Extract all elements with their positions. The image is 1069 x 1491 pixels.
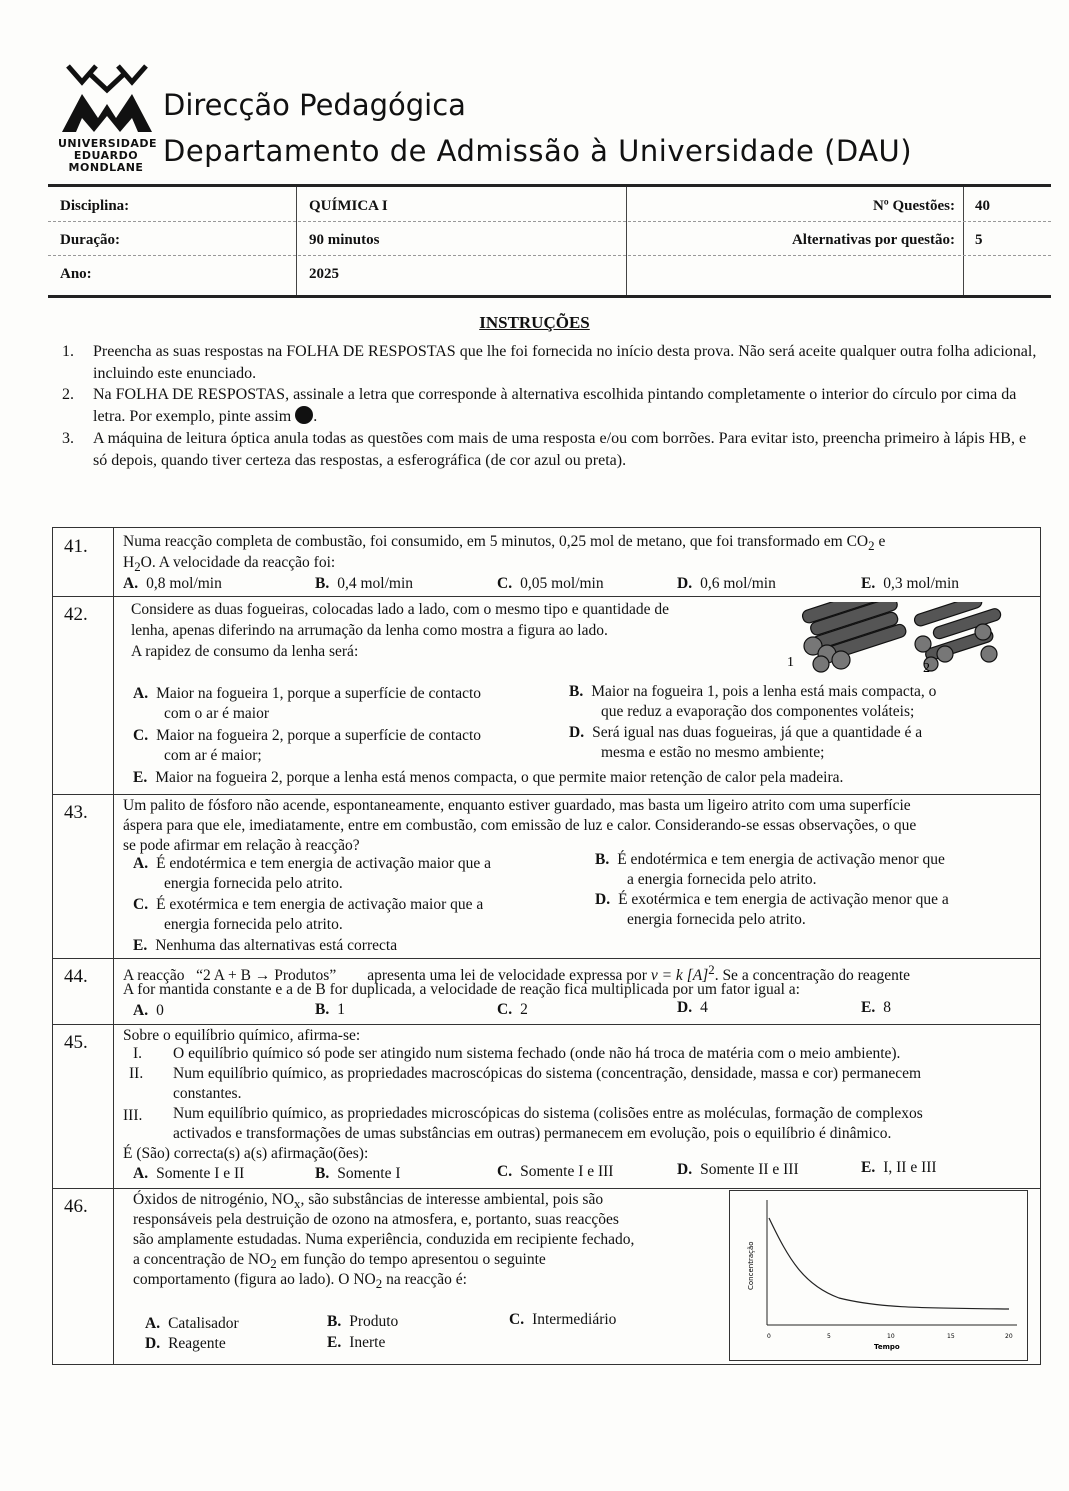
header-title: Direcção Pedagógica [163,88,466,122]
svg-text:10: 10 [887,1333,895,1340]
header-subtitle: Departamento de Admissão à Universidade (DAU) [163,134,913,168]
question-45-stem: Sobre o equilíbrio químico, afirma-se: [123,1027,361,1044]
question-46-stem: Óxidos de nitrogénio, $NO_x$, são substâncias de interesse ambiental, pois são [133,1191,604,1212]
option-e: E. Maior na fogueira 2, porque a lenha está menos compacta, o que permite maior retenção de calor pela madeira. [133,769,844,786]
disciplina-label: Disciplina: [60,198,130,214]
questions-table [52,527,1041,1365]
svg-text:2: 2 [923,661,930,674]
statement-iii: III. [123,1107,143,1124]
alternativas-label: Alternativas por questão: [791,232,955,248]
instruction-item: 1. Preencha as suas respostas na FOLHA DE RESPOSTAS que lhe foi fornecida no início desta prova. Não será aceite qualquer outra folha adicional, incluindo este enunciado. [62,343,1037,382]
instructions-title: INSTRUÇÕES [479,313,590,332]
instruction-item: 3. A máquina de leitura óptica anula todas as questões com mais de uma resposta e/ou com borrões. Para evitar isto, preencha primeiro à lápis HB, e só depois, quando tiver certeza das respostas, a esferográfica (de cor azul ou preta). [62,430,1027,469]
question-41-stem: Numa reacção completa de combustão, foi consumido, em 5 minutos, 0,25 mol de metano, que foi transformado em $CO_2$ e [123,533,886,554]
questoes-value: 40 [975,198,990,214]
svg-text:5: 5 [827,1333,831,1340]
statement-ii: II. [129,1065,144,1082]
option-c: C. É exotérmica e tem energia de activação maior que a [133,896,484,913]
duracao-value: 90 minutos [309,232,380,248]
option-d: D. Será igual nas duas fogueiras, já que a quantidade é a [569,724,923,741]
option-e: E. I, II e III [861,1159,937,1176]
graph-xlabel: Tempo [874,1343,900,1351]
option-d: D. Somente II e III [677,1161,799,1178]
option-d: D. 0,6 mol/min [677,575,776,592]
option-a: A. É endotérmica e tem energia de activação maior que a [133,855,492,872]
svg-text:15: 15 [947,1333,955,1340]
svg-text:20: 20 [1005,1333,1013,1340]
option-e: E. 8 [861,999,891,1016]
option-e: E. Nenhuma das alternativas está correcta [133,937,398,954]
option-c: C. 2 [497,1001,528,1018]
questoes-label: Nº Questões: [872,198,955,214]
question-44: 44. A reacção “2 A + B → Produtos” apresenta uma lei de velocidade expressa por v = k $[A]^2$. Se a concentração do reagente A for mantida constante e a de B for duplicada, a velocidade de reação fica multiplicada por um fator igual a: A. 0 B. 1 C. 2 D. 4 E. 8 [53,958,1040,1025]
option-a: A. Somente I e II [133,1165,245,1182]
question-45: 45. Sobre o equilíbrio químico, afirma-se: I. O equilíbrio químico só pode ser atingido num sistema fechado (onde não há troca de matéria com o meio ambiente). II. Num equilíbrio químico, as propriedades macroscópicas do sistema (concentração, densidade, massa e cor) permanecem constantes. III. Num equilíbrio químico, as propriedades microscópicas do sistema (colisões entre as moléculas, formação de complexos activados e transformações de umas substâncias em outras) permanecem em evolução, pois o equilíbrio é dinâmico. É (São) correcta(s) a(s) afirmação(ões): A. Somente I e II B. Somente I C. Somente I e III D. Somente II e III E. I, II e III [53,1024,1040,1189]
option-b: B. Produto [327,1313,399,1330]
question-42: 42. Considere as duas fogueiras, colocadas lado a lado, com o mesmo tipo e quantidade de lenha, apenas diferindo na arrumação da lenha como mostra a figura ao lado. A rapidez de consumo da lenha será: 1 2 A. Maior na fogueira 1, porque a superfície de contacto com o ar é maior B. Maior na fogueira 1, pois a lenha está mais compacta, o que reduz a evaporação dos componentes voláteis; C. Maior na fogueira 2, porque a superfície de contacto com ar é maior; D. Será igual nas duas fogueiras, já que a quantidade é a mesma e estão no mesmo ambiente; E. Maior na fogueira 2, porque a lenha está menos compacta, o que permite maior retenção de calor pela madeira. [53,596,1040,795]
statement-i: I. [133,1045,143,1062]
question-44-stem: A reacção “2 A + B → Produtos” apresenta uma lei de velocidade expressa por v = k $[A]^2$. Se a concentração do reagente [123,962,911,985]
graph-ylabel: Concentração [747,1241,755,1290]
filled-circle-icon [295,406,313,424]
option-d: D. É exotérmica e tem energia de activação menor que a [595,891,949,908]
option-b: B. 1 [315,1001,345,1018]
question-43-stem: Um palito de fósforo não acende, espontaneamente, enquanto estiver guardado, mas basta um ligeiro atrito com uma superfície [123,797,911,814]
svg-text:0: 0 [767,1333,771,1340]
instruction-item: 2. Na FOLHA DE RESPOSTAS, assinale a letra que corresponde à alternativa escolhida pintando completamente o interior do círculo por cima da letra. Por exemplo, pinte assim . [62,386,1017,425]
ano-label: Ano: [60,266,92,282]
option-a: A. Catalisador [145,1315,239,1332]
option-b: B. Somente I [315,1165,401,1182]
option-e: E. Inerte [327,1334,386,1351]
option-d: D. Reagente [145,1335,226,1352]
option-b: B. É endotérmica e tem energia de activação menor que [595,851,945,868]
option-d: D. 4 [677,999,708,1016]
option-b: B. 0,4 mol/min [315,575,414,592]
disciplina-value: QUÍMICA I [309,198,388,214]
question-43: 43. Um palito de fósforo não acende, espontaneamente, enquanto estiver guardado, mas basta um ligeiro atrito com uma superfície áspera para que ele, imediatamente, entre em combustão, com emissão de luz e calor. Considerando-se essas observações, o que se pode afirmar em relação à reacção? A. É endotérmica e tem energia de activação maior que a energia fornecida pelo atrito. B. É endotérmica e tem energia de activação menor que a energia fornecida pelo atrito. C. É exotérmica e tem energia de activação maior que a energia fornecida pelo atrito. D. É exotérmica e tem energia de activação menor que a energia fornecida pelo atrito. E. Nenhuma das alternativas está correcta [53,794,1040,959]
ano-value: 2025 [309,266,339,282]
no2-concentration-graph [729,1190,1029,1362]
option-c: C. 0,05 mol/min [497,575,604,592]
option-c: C. Somente I e III [497,1163,614,1180]
option-c: C. Maior na fogueira 2, porque a superfície de contacto [133,727,482,744]
option-a: A. 0 [133,1002,164,1019]
option-a: A. Maior na fogueira 1, porque a superfície de contacto [133,685,482,702]
university-name: UNIVERSIDADE EDUARDO MONDLANE [58,137,158,174]
question-46: 46. Óxidos de nitrogénio, $NO_x$, são substâncias de interesse ambiental, pois são responsáveis pela destruição de ozono na atmosfera, e, portanto, suas reacções são amplamente estudadas. Numa experiência, conduzida em recipiente fechado, a concentração de $NO_2$ em função do tempo apresentou o seguinte comportamento (figura ao lado). O $NO_2$ na reacção é: A. Catalisador B. Produto C. Intermediário D. Reagente E. Inerte Concentração Tempo 0 5 10 15 20 [53,1188,1040,1364]
question-41: 41. Numa reacção completa de combustão, foi consumido, em 5 minutos, 0,25 mol de metano, que foi transformado em $CO_2$ e $H_2O$. A velocidade da reacção foi: A. 0,8 mol/min B. 0,4 mol/min C. 0,05 mol/min D. 0,6 mol/min E. 0,3 mol/min [53,528,1040,597]
option-a: A. 0,8 mol/min [123,575,222,592]
option-e: E. 0,3 mol/min [861,575,960,592]
alternativas-value: 5 [975,232,983,248]
question-42-stem: Considere as duas fogueiras, colocadas lado a lado, com o mesmo tipo e quantidade de [131,601,670,618]
option-c: C. Intermediário [509,1311,617,1328]
firewood-figure [783,602,1023,674]
option-b: B. Maior na fogueira 1, pois a lenha está mais compacta, o [569,683,937,700]
duracao-label: Duração: [60,232,120,248]
exam-info-table [48,184,1051,298]
svg-text:1: 1 [787,655,794,670]
